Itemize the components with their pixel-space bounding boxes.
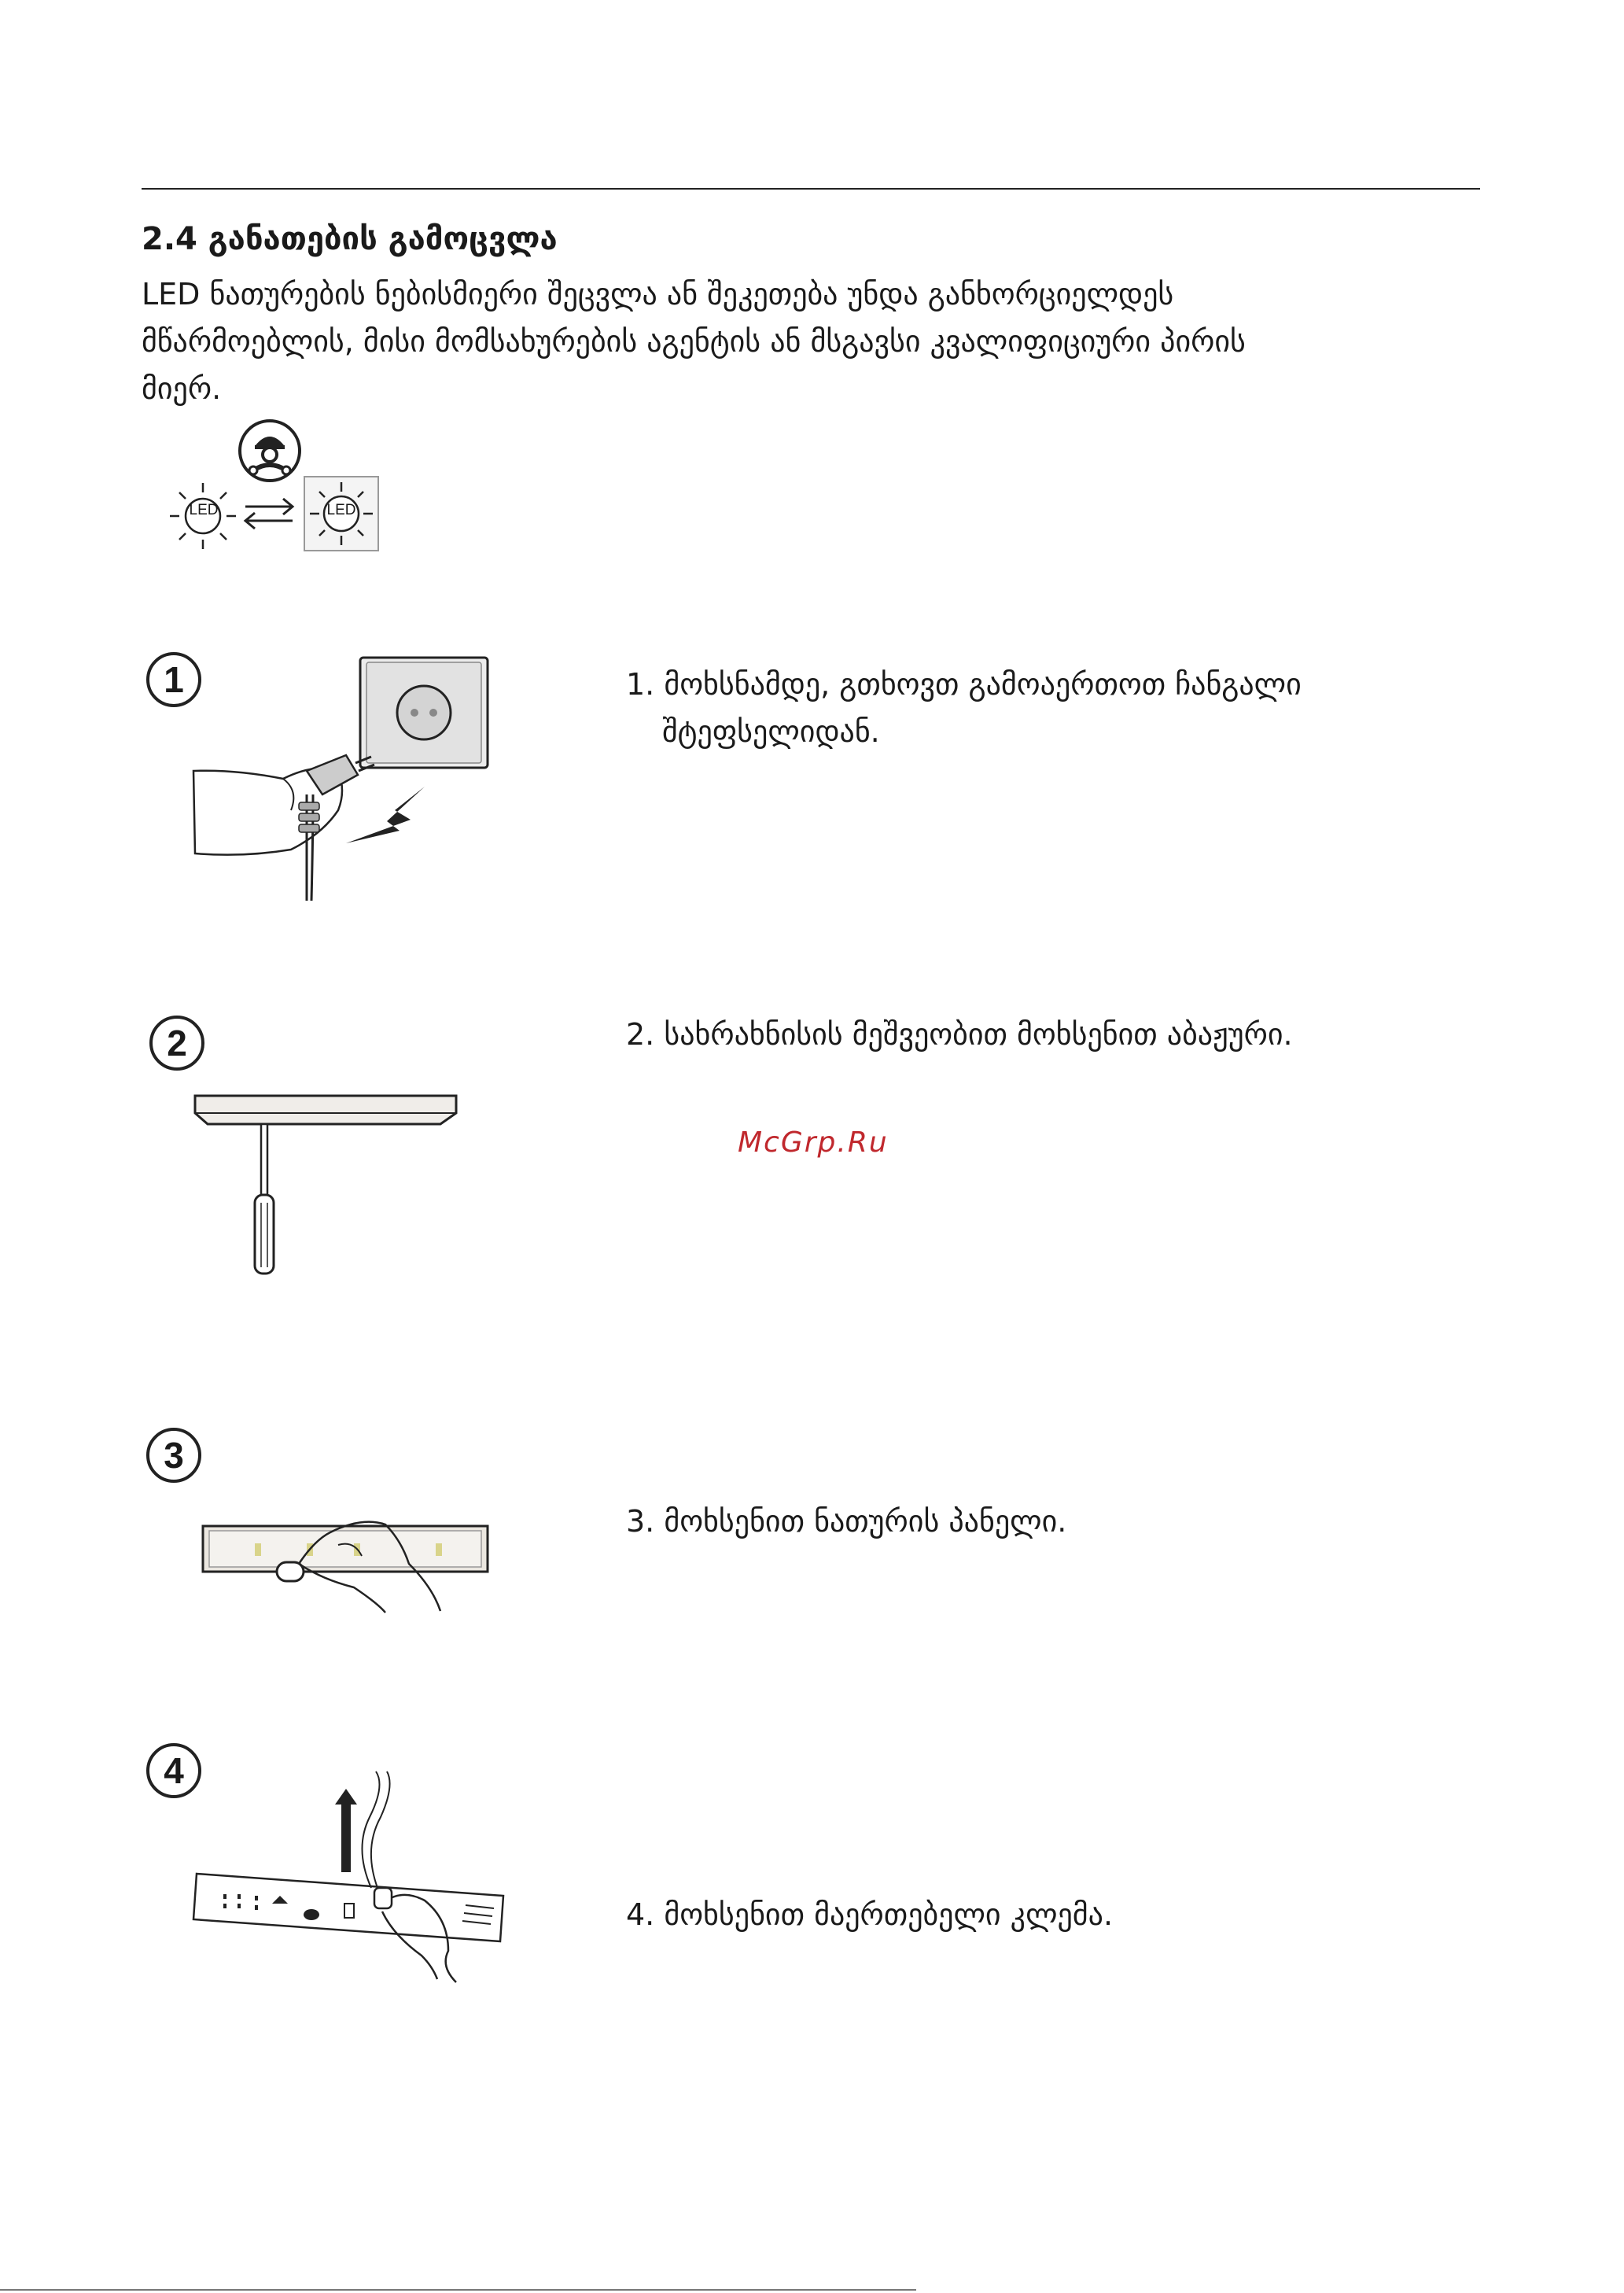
remove-connector-illustration [189,1770,519,1982]
step-text-2 [626,1011,1293,1058]
step-line: 4. მოხსენით მაერთებელი კლემა. [626,1897,1114,1932]
step-number-3: 3 [146,1428,201,1483]
step-text-3 [626,1498,1066,1545]
swap-arrows-icon [242,494,297,533]
step-line: 2. სახრახნისის მეშვეობით მოხსენით აბაჟური. [626,1017,1293,1052]
step-number-2: 2 [149,1016,204,1071]
step-text-1 [626,661,1302,755]
step-number-4: 4 [146,1743,201,1798]
step-line: 1. მოხსნამდე, გთხოვთ გამოაერთოთ ჩანგალი [626,667,1302,702]
led-label: LED [326,502,356,518]
service-technician-icon [236,417,307,488]
step-line: შტეფსელიდან. [662,714,880,749]
top-rule [142,188,1480,190]
intro-line: მწარმოებლის, მისი მომსახურების აგენტის ან მსგავსი კვალიფიციური პირის [142,324,1246,359]
intro-line: მიერ. [142,371,222,406]
intro-paragraph [142,271,1479,412]
step-text-4 [626,1891,1113,1938]
screwdriver-cover-illustration [189,1089,464,1286]
bottom-rule [0,2289,916,2291]
step-line: 3. მოხსენით ნათურის პანელი. [626,1504,1067,1539]
led-label: LED [189,502,219,518]
intro-line: LED ნათურების ნებისმიერი შეცვლა ან შეკეთება უნდა განხორციელდეს [142,277,1174,312]
remove-lamp-panel-illustration [197,1493,495,1619]
watermark: McGrp.Ru [738,1126,889,1159]
unplug-illustration [189,653,503,905]
section-heading: 2.4 განათების გამოცვლა [142,221,558,257]
step-number-1: 1 [146,652,201,707]
